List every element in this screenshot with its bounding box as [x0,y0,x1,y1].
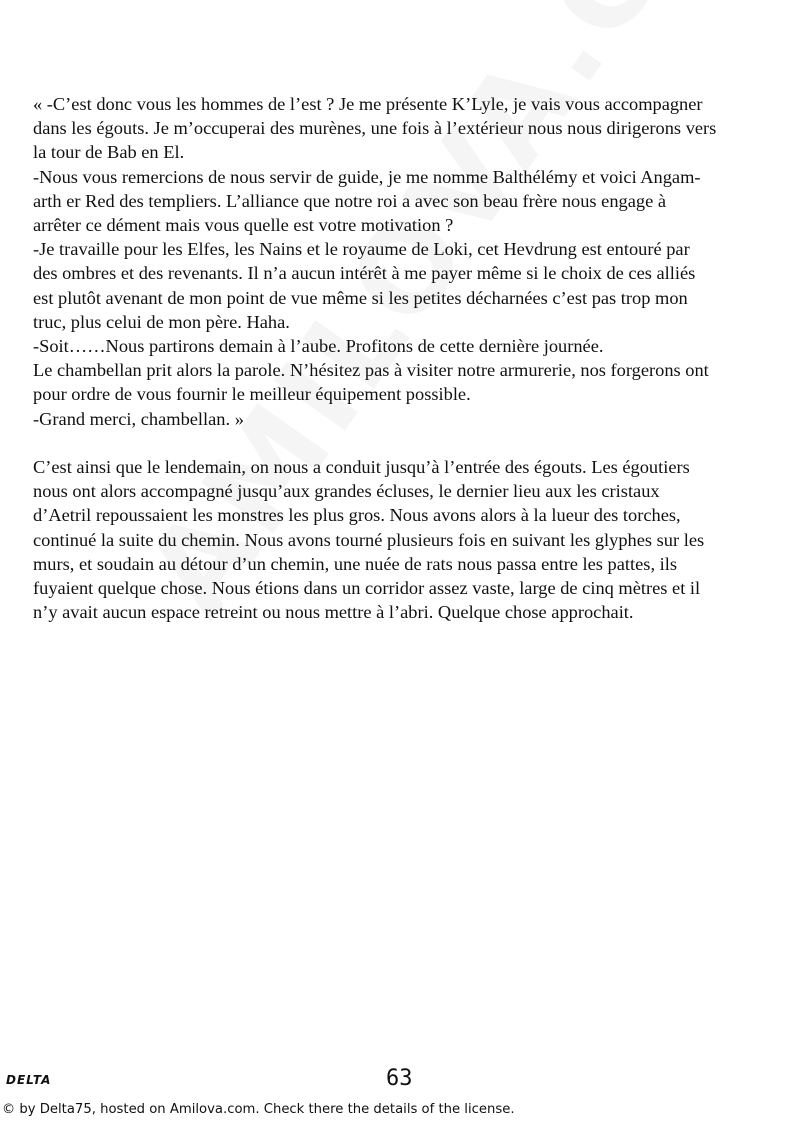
author-signature: DELTA [6,1073,52,1087]
narration-section [33,455,778,624]
narration-paragraph: C’est ainsi que le lendemain, on nous a conduit jusqu’à l’entrée des égouts. Les égoutiers nous ont alors accompagné jusqu’aux grandes écluses, le dernier lieu aux les cristaux d’Aetril repoussaient les monstres les plus gros. Nous avons alors à la lueur des torches, continué la suite du chemin. Nous avons tourné plusieurs fois en suivant les glyphes sur les murs, et soudain au détour d’un chemin, une nuée de rats nous passa entre les pattes, ils fuyaient quelque chose. Nous étions dans un corridor assez vaste, large de cinq mètres et il n’y avait aucun espace retreint ou nous mettre à l’abri. Quelque chose approchait. [33,457,705,623]
dialogue-section [33,92,778,431]
license-notice: © by Delta75, hosted on Amilova.com. Check there the details of the license. [2,1102,515,1117]
page-number: 63 [386,1066,413,1091]
dialogue-paragraph: « -C’est donc vous les hommes de l’est ? Je me présente K’Lyle, je vais vous accompagner dans les égouts. Je m’occuperai des murènes, une fois à l’extérieur nous nous dirigerons vers la tour de Bab en El. -Nous vous remercions de nous servir de guide, je me nomme Balthélémy et voici Angam- arth er Red des templiers. L’alliance que notre roi a avec son beau frère nous engage à arrêter ce dément mais vous quelle est votre motivation ? -Je travaille pour les Elfes, les Nains et le royaume de Loki, cet Hevdrung est entouré par des ombres et des revenants. Il n’a aucun intérêt à me payer même si le choix de ces alliés est plutôt avenant de mon point de vue même si les petites décharnées c’est pas trop mon truc, plus celui de mon père. Haha. -Soit……Nous partirons demain à l’aube. Profitons de cette dernière journée. Le chambellan prit alors la parole. N’hésitez pas à visiter notre armurerie, nos forgerons ont pour ordre de vous fournir le meilleur équipement possible. -Grand merci, chambellan. » [33,94,717,429]
